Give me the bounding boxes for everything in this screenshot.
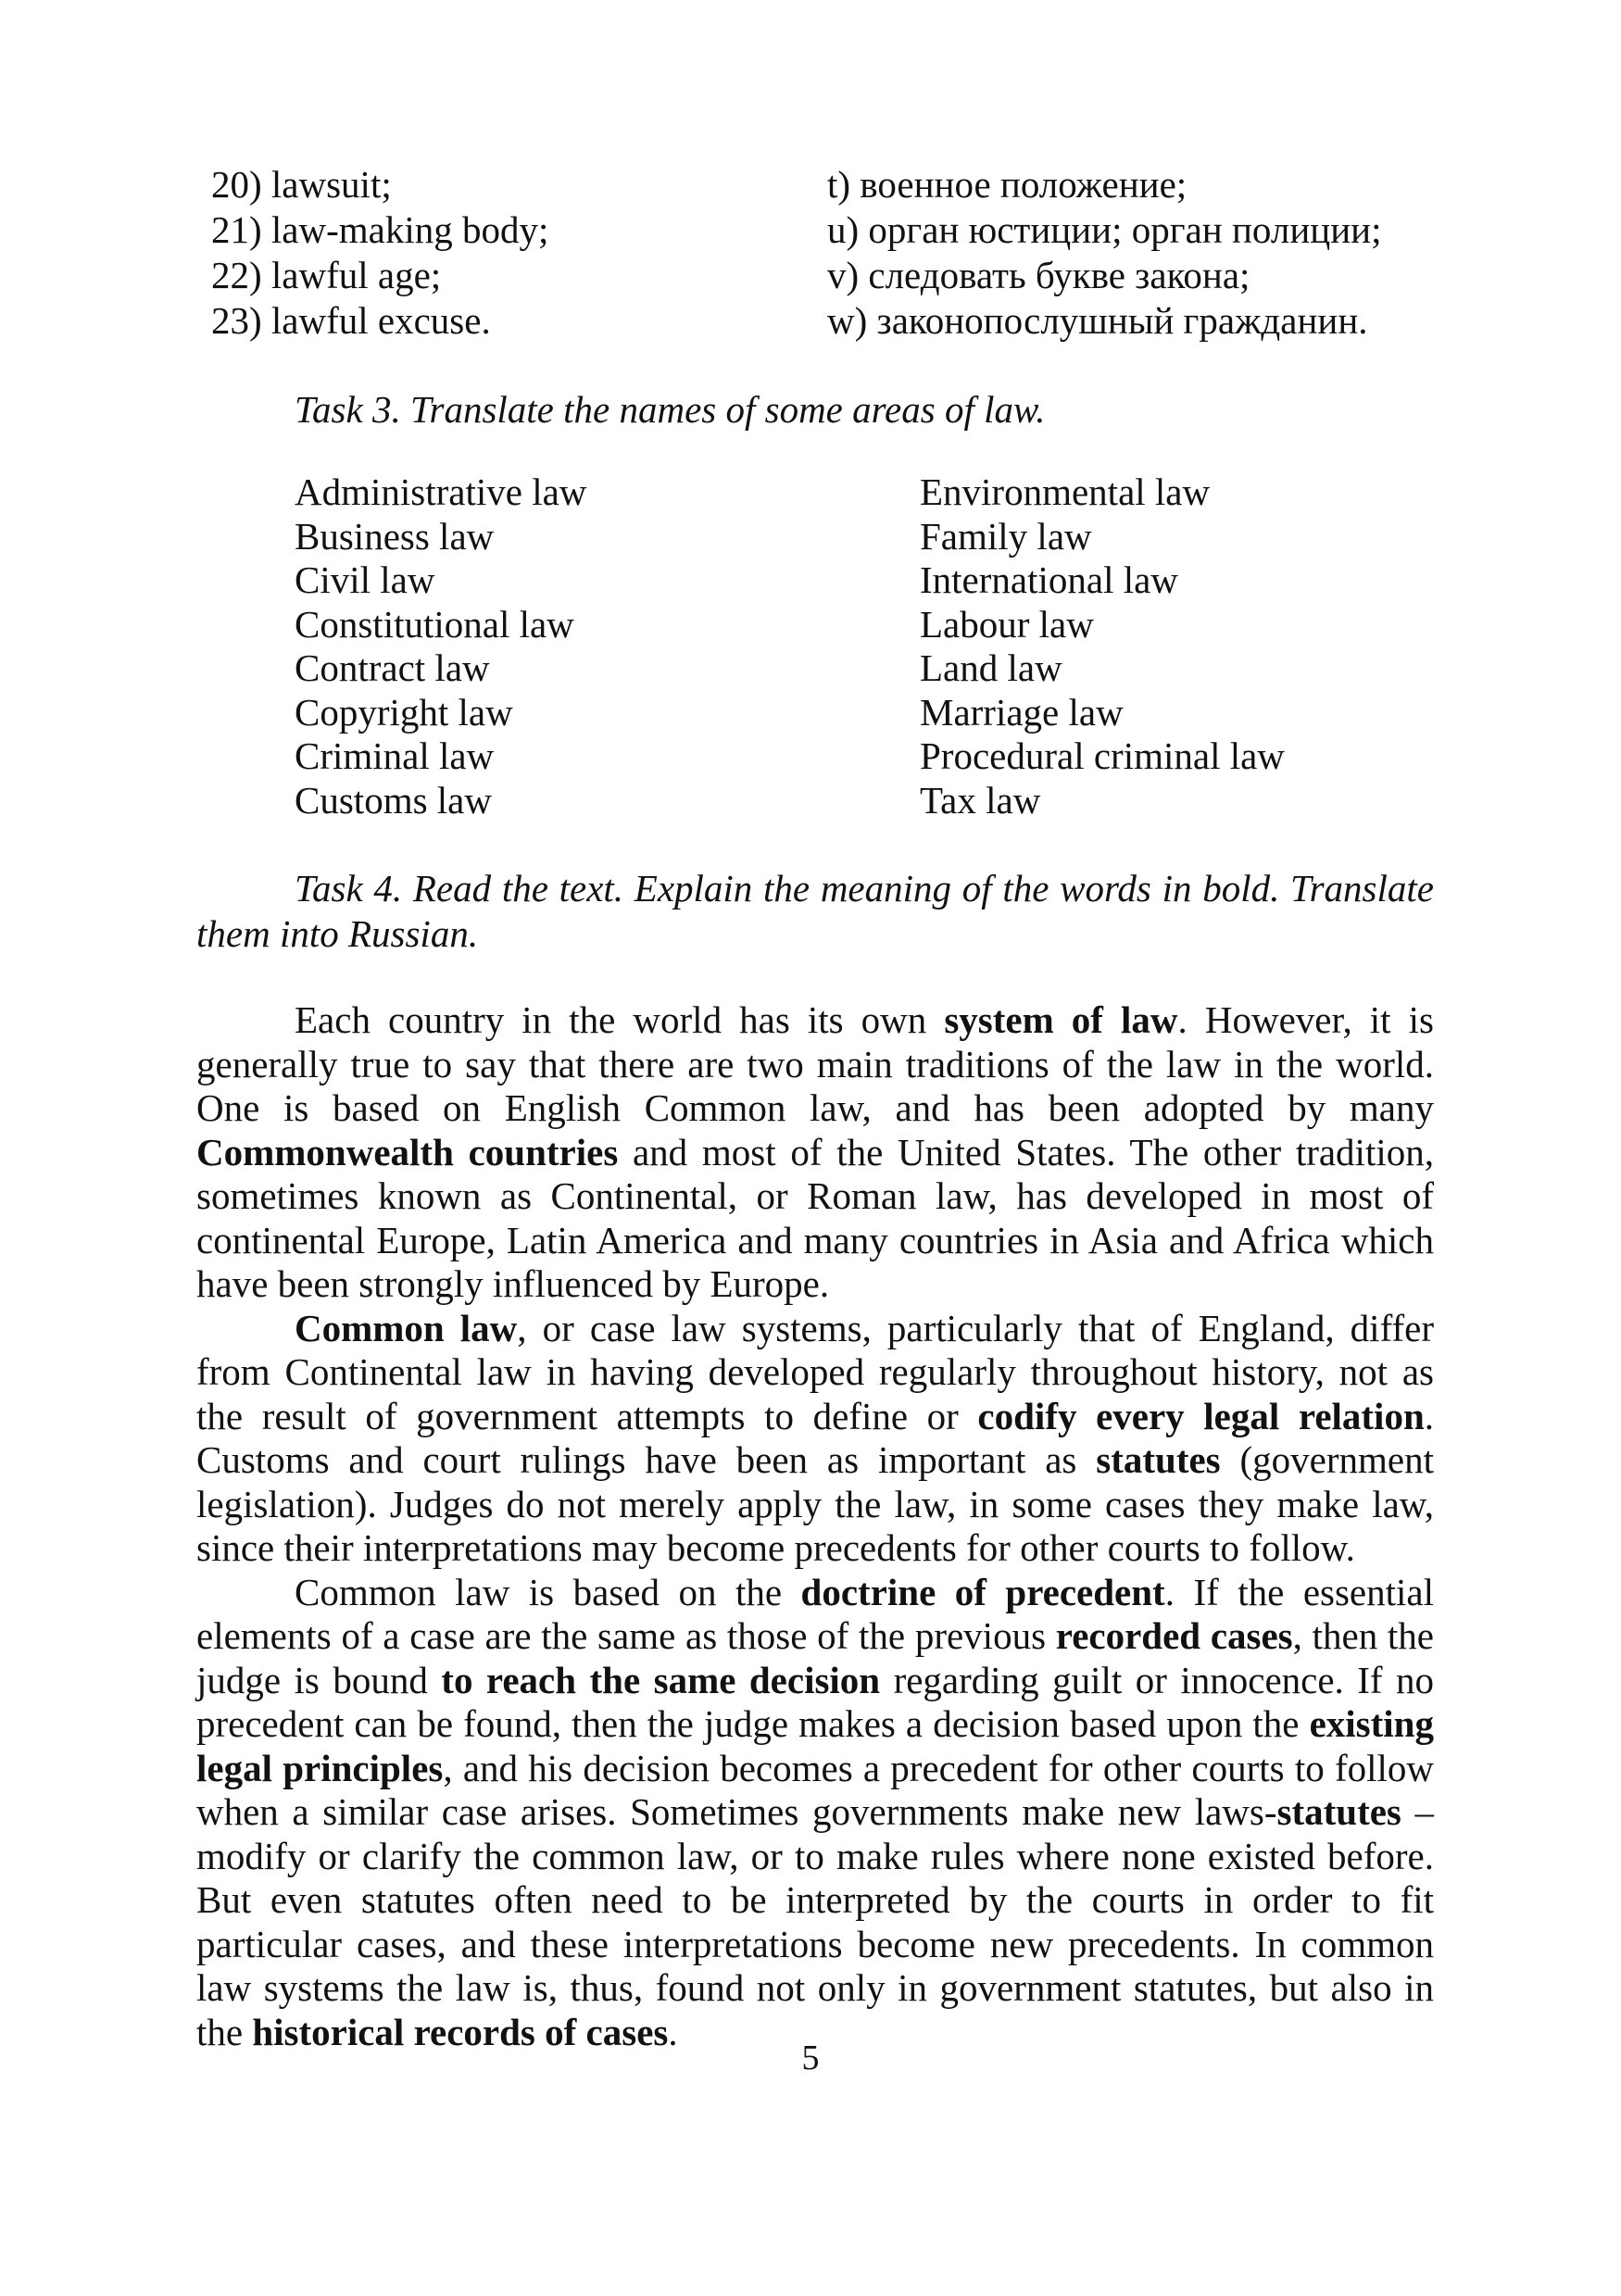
bold-term: statutes xyxy=(1276,1790,1401,1833)
text-run: Each country in the world has its own xyxy=(295,998,945,1041)
task-4-title: Task 4. Read the text. Explain the meaning of the words in bold. Translate them into Russian. xyxy=(196,867,1434,955)
area-of-law-item: Customs law xyxy=(295,778,492,822)
bold-term: Common law xyxy=(295,1306,518,1349)
vocabulary-term: 23) lawful excuse. xyxy=(211,299,491,342)
area-of-law-item: Environmental law xyxy=(920,470,1211,513)
vocabulary-translation: t) военное положение; xyxy=(827,163,1187,206)
area-of-law-item: International law xyxy=(920,558,1178,601)
area-of-law-item: Tax law xyxy=(920,778,1041,822)
bold-term: system of law xyxy=(944,998,1178,1041)
paragraph xyxy=(196,1307,1434,1571)
area-of-law-item: Copyright law xyxy=(295,690,513,734)
area-of-law-item: Family law xyxy=(920,514,1092,558)
text-run: . Customs and court rulings have been as important as xyxy=(196,1394,1435,1481)
text-run: , and his decision becomes a precedent for other courts to follow when a similar case arises. Sometimes governments make new laws- xyxy=(196,1746,1434,1833)
vocabulary-pair xyxy=(211,253,1434,298)
paragraph xyxy=(196,998,1434,1307)
vocabulary-term: 21) law-making body; xyxy=(211,208,549,251)
reading-text xyxy=(196,998,1434,2054)
areas-column-left xyxy=(295,470,920,822)
text-run: , then the judge is bound xyxy=(196,1614,1435,1701)
vocabulary-pair xyxy=(211,298,1434,344)
vocabulary-term: 22) lawful age; xyxy=(211,254,442,296)
areas-of-law-list xyxy=(295,470,1406,822)
area-of-law-item: Business law xyxy=(295,514,495,558)
bold-term: existing legal principles xyxy=(196,1702,1434,1789)
text-run: (government legislation). Judges do not merely apply the law, in some cases they make law, since their interpretations may become precedents for other courts to follow. xyxy=(196,1438,1434,1569)
areas-column-right xyxy=(920,470,1285,822)
task-3-title: Task 3. Translate the names of some areas of law. xyxy=(295,388,1046,431)
text-run: . If the essential elements of a case are the same as those of the previous xyxy=(196,1570,1434,1657)
bold-term: to reach the same decision xyxy=(441,1658,881,1701)
text-run: . xyxy=(668,2010,678,2053)
text-run: Common law is based on the xyxy=(295,1570,801,1613)
vocabulary-pair xyxy=(211,207,1434,253)
vocabulary-translation: v) следовать букве закона; xyxy=(827,254,1250,296)
vocabulary-matching-list xyxy=(211,162,1434,344)
vocabulary-term: 20) lawsuit; xyxy=(211,163,392,206)
area-of-law-item: Procedural criminal law xyxy=(920,734,1285,777)
bold-term: doctrine of precedent xyxy=(800,1570,1165,1613)
vocabulary-pair xyxy=(211,162,1434,207)
area-of-law-item: Criminal law xyxy=(295,734,495,777)
paragraph xyxy=(196,1571,1434,2055)
vocabulary-translation: u) орган юстиции; орган полиции; xyxy=(827,208,1382,251)
vocabulary-translation: w) законопослушный гражданин. xyxy=(827,299,1368,342)
bold-term: statutes xyxy=(1096,1438,1221,1481)
page-number: 5 xyxy=(801,2039,820,2077)
bold-term: historical records of cases xyxy=(252,2010,669,2053)
bold-term: codify every legal relation xyxy=(977,1394,1425,1437)
text-run: and most of the United States. The other tradition, sometimes known as Continental, or Roman law, has developed in most of continental Europe, Latin America and many countries in Asia and Africa which have been strongly influenced by Europe. xyxy=(196,1130,1434,1305)
area-of-law-item: Administrative law xyxy=(295,470,587,513)
bold-term: Commonwealth countries xyxy=(196,1130,619,1173)
area-of-law-item: Marriage law xyxy=(920,690,1124,734)
text-run: – modify or clarify the common law, or to make rules where none existed before. But even statutes often need to be interpreted by the courts in order to fit particular cases, and these interpretations become new precedents. In common law systems the law is, thus, found not only in government statutes, but also in the xyxy=(196,1790,1434,2053)
area-of-law-item: Contract law xyxy=(295,646,490,689)
area-of-law-item: Land law xyxy=(920,646,1062,689)
text-run: . However, it is generally true to say that there are two main traditions of the law in the world. One is based on English Common law, and has been adopted by many xyxy=(196,998,1434,1129)
text-run: , or case law systems, particularly that of England, differ from Continental law in having developed regularly throughout history, not as the result of government attempts to define or xyxy=(196,1306,1434,1437)
bold-term: recorded cases xyxy=(1055,1614,1293,1657)
text-run: regarding guilt or innocence. If no precedent can be found, then the judge makes a decision based upon the xyxy=(196,1658,1434,1745)
area-of-law-item: Labour law xyxy=(920,602,1094,646)
area-of-law-item: Civil law xyxy=(295,558,435,601)
area-of-law-item: Constitutional law xyxy=(295,602,574,646)
